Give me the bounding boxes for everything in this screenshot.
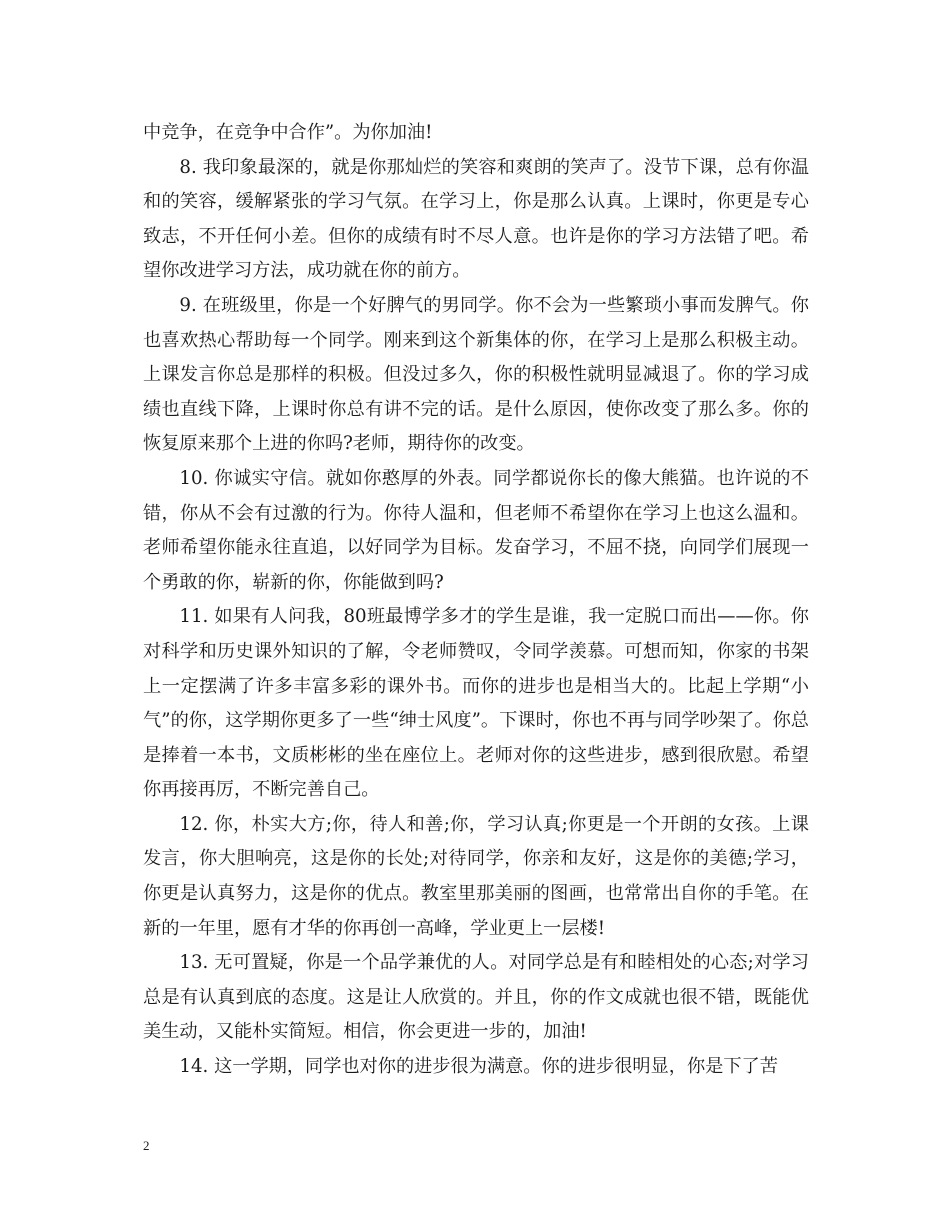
paragraph-comment-9: 9. 在班级里，你是一个好脾气的男同学。你不会为一些繁琐小事而发脾气。你也喜欢热心帮助每一个同学。刚来到这个新集体的你，在学习上是那么积极主动。上课发言你总是那样的积极。但没过多久，你的积极性就明显减退了。你的学习成绩也直线下降，上课时你总有讲不完的话。是什么原因，使你改变了那么多。你的恢复原来那个上进的你吗?老师，期待你的改变。	[143, 294, 809, 455]
document-body	[143, 116, 809, 1085]
paragraph-comment-12: 12. 你，朴实大方;你，待人和善;你，学习认真;你更是一个开朗的女孩。上课发言，你大胆响亮，这是你的长处;对待同学，你亲和友好，这是你的美德;学习，你更是认真努力，这是你的优点。教室里那美丽的图画，也常常出自你的手笔。在新的一年里，愿有才华的你再创一高峰，学业更上一层楼!	[143, 813, 809, 939]
paragraph-comment-8: 8. 我印象最深的，就是你那灿烂的笑容和爽朗的笑声了。没节下课，总有你温和的笑容，缓解紧张的学习气氛。在学习上，你是那么认真。上课时，你更是专心致志，不开任何小差。但你的成绩有时不尽人意。也许是你的学习方法错了吧。希望你改进学习方法，成功就在你的前方。	[143, 156, 809, 282]
paragraph-comment-13: 13. 无可置疑，你是一个品学兼优的人。对同学总是有和睦相处的心态;对学习总是有认真到底的态度。这是让人欣赏的。并且，你的作文成就也很不错，既能优美生动，又能朴实简短。相信，你会更进一步的，加油!	[143, 952, 809, 1043]
paragraph-comment-14: 14. 这一学期，同学也对你的进步很为满意。你的进步很明显，你是下了苦	[179, 1056, 778, 1078]
paragraph-continued: 中竞争，在竞争中合作”。为你加油!	[143, 122, 433, 143]
paragraph-comment-10: 10. 你诚实守信。就如你憨厚的外表。同学都说你长的像大熊猫。也许说的不错，你从不会有过激的行为。你待人温和，但老师不希望你在学习上也这么温和。老师希望你能永往直追，以好同学为目标。发奋学习，不屈不挠，向同学们展现一个勇敢的你，崭新的你，你能做到吗?	[143, 467, 809, 593]
page-number: 2	[143, 1138, 150, 1153]
paragraph-comment-11: 11. 如果有人问我，80班最博学多才的学生是谁，我一定脱口而出——你。你对科学和历史课外知识的了解，令老师赞叹，令同学羡慕。可想而知，你家的书架上一定摆满了许多丰富多彩的课外书。而你的进步也是相当大的。比起上学期“小气”的你，这学期你更多了一些“绅士风度”。下课时，你也不再与同学吵架了。你总是捧着一本书，文质彬彬的坐在座位上。老师对你的这些进步，感到很欣慰。希望你再接再厉，不断完善自己。	[143, 606, 809, 801]
